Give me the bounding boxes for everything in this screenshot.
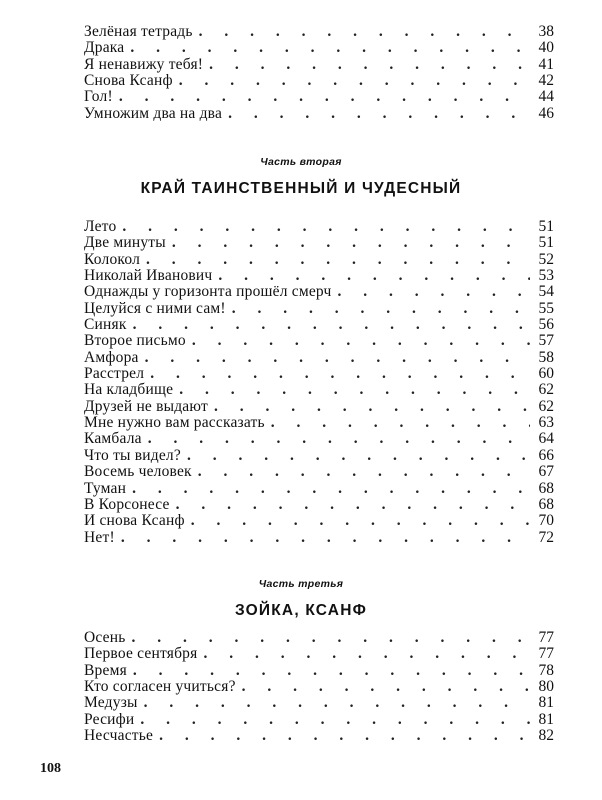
toc-entry-title: Медузы [84, 694, 138, 712]
toc-entry-page: 67 [538, 463, 554, 481]
toc-entry[interactable] [84, 284, 554, 300]
toc-entry-title: Что ты видел? [84, 446, 181, 464]
toc-entry[interactable] [84, 106, 554, 122]
toc-entry-page: 64 [538, 430, 554, 448]
toc-entry[interactable] [84, 268, 554, 284]
dot-leader [146, 252, 530, 268]
dot-leader [271, 415, 530, 431]
toc-entry-page: 60 [538, 365, 554, 383]
toc-entry-title: И снова Ксанф [84, 512, 185, 530]
dot-leader [133, 317, 530, 333]
toc-entry-title: Ресифи [84, 710, 135, 728]
toc-entry[interactable] [84, 630, 554, 646]
dot-leader [191, 513, 530, 529]
toc-entry[interactable] [84, 399, 554, 415]
toc-entry-title: Время [84, 661, 127, 679]
toc-entry[interactable] [84, 219, 554, 235]
toc-entry-page: 51 [538, 218, 554, 235]
toc-entry[interactable] [84, 728, 554, 744]
page-number: 108 [40, 761, 61, 776]
toc-entry-page: 72 [538, 528, 554, 546]
toc-entry-page: 46 [538, 104, 554, 122]
toc-entry-title: Зелёная тетрадь [84, 23, 193, 40]
toc-entry-page: 62 [538, 381, 554, 399]
toc-entry-page: 63 [538, 414, 554, 432]
dot-leader [242, 679, 530, 695]
toc-list-part-three [84, 630, 554, 744]
part-three-label: Часть третья [258, 578, 344, 590]
toc-entry-title: Целуйся с ними сам! [84, 299, 226, 317]
toc-entry-page: 70 [538, 512, 554, 530]
toc-entry[interactable] [84, 464, 554, 480]
toc-entry-page: 57 [538, 332, 554, 350]
dot-leader [148, 431, 530, 447]
toc-entry[interactable] [84, 89, 554, 105]
dot-leader [187, 448, 530, 464]
dot-leader [145, 350, 530, 366]
toc-entry-title: Осень [84, 629, 126, 646]
dot-leader [150, 366, 530, 382]
toc-entry-page: 42 [538, 72, 554, 90]
toc-entry[interactable] [84, 317, 554, 333]
toc-entry[interactable] [84, 24, 554, 40]
dot-leader [132, 630, 530, 646]
toc-entry-title: Синяк [84, 316, 127, 334]
dot-leader [140, 712, 530, 728]
toc-entry-title: Первое сентября [84, 645, 198, 663]
toc-entry-page: 62 [538, 397, 554, 415]
toc-entry-page: 82 [538, 727, 554, 745]
toc-entry[interactable] [84, 448, 554, 464]
toc-entry-title: Туман [84, 479, 127, 497]
toc-entry[interactable] [84, 73, 554, 89]
toc-entry-title: Две минуты [84, 234, 166, 252]
toc-entry-title: Камбала [84, 430, 142, 448]
toc-entry-title: Амфора [84, 348, 139, 366]
toc-entry[interactable] [84, 40, 554, 56]
dot-leader [214, 399, 530, 415]
toc-entry-page: 38 [538, 23, 554, 40]
toc-entry-title: На кладбище [84, 381, 174, 399]
toc-entry[interactable] [84, 382, 554, 398]
dot-leader [119, 89, 530, 105]
toc-entry-page: 41 [538, 55, 554, 73]
dot-leader [192, 333, 530, 349]
toc-entry[interactable] [84, 350, 554, 366]
part-two-title: КРАЙ ТАИНСТВЕННЫЙ И ЧУДЕСНЫЙ [140, 180, 462, 197]
toc-entry-title: Мне нужно вам рассказать [84, 414, 265, 432]
dot-leader [159, 728, 530, 744]
toc-entry-title: Снова Ксанф [84, 72, 173, 90]
toc-entry[interactable] [84, 57, 554, 73]
dot-leader [121, 530, 530, 546]
dot-leader [176, 497, 530, 513]
toc-entry-title: Николай Иванович [84, 267, 213, 285]
toc-entry-title: Кто согласен учиться? [84, 678, 236, 696]
toc-entry-page: 56 [538, 316, 554, 334]
toc-entry-title: Умножим два на два [84, 104, 223, 122]
dot-leader [199, 24, 530, 40]
toc-entry-title: Нет! [84, 528, 115, 546]
toc-entry[interactable] [84, 513, 554, 529]
toc-entry[interactable] [84, 530, 554, 546]
toc-entry-title: Однажды у горизонта прошёл смерч [84, 283, 332, 301]
toc-entry[interactable] [84, 679, 554, 695]
dot-leader [232, 301, 530, 317]
toc-entry-page: 51 [538, 234, 554, 252]
toc-entry-page: 77 [538, 645, 554, 663]
toc-entry[interactable] [84, 366, 554, 382]
toc-entry[interactable] [84, 481, 554, 497]
toc-entry-page: 81 [538, 694, 554, 712]
toc-entry[interactable] [84, 415, 554, 431]
toc-entry-title: Второе письмо [84, 332, 186, 350]
toc-entry-title: Гол! [84, 88, 113, 106]
toc-entry[interactable] [84, 301, 554, 317]
toc-entry[interactable] [84, 663, 554, 679]
toc-entry[interactable] [84, 497, 554, 513]
toc-entry-title: Колокол [84, 250, 141, 268]
dot-leader [172, 235, 530, 251]
toc-list-top [84, 24, 554, 122]
toc-entry-page: 55 [538, 299, 554, 317]
toc-entry-page: 44 [538, 88, 554, 106]
toc-entry-page: 78 [538, 661, 554, 679]
toc-entry-page: 66 [538, 446, 554, 464]
dot-leader [203, 646, 530, 662]
toc-entry-page: 81 [538, 710, 554, 728]
dot-leader [179, 73, 530, 89]
toc-entry-title: Несчастье [84, 727, 154, 745]
part-two-label: Часть вторая [260, 156, 342, 168]
part-three-title: ЗОЙКА, КСАНФ [234, 602, 368, 619]
toc-entry-title: Драка [84, 39, 125, 57]
toc-entry-page: 53 [538, 267, 554, 285]
toc-entry-page: 40 [538, 39, 554, 57]
toc-entry-page: 58 [538, 348, 554, 366]
dot-leader [133, 663, 530, 679]
toc-entry-page: 54 [538, 283, 554, 301]
dot-leader [209, 57, 530, 73]
dot-leader [132, 481, 530, 497]
toc-entry-page: 68 [538, 479, 554, 497]
dot-leader [179, 382, 530, 398]
toc-entry-title: Я ненавижу тебя! [84, 55, 204, 73]
toc-entry-title: Лето [84, 218, 117, 235]
toc-entry-title: Друзей не выдают [84, 397, 208, 415]
dot-leader [122, 219, 530, 235]
toc-list-part-two [84, 219, 554, 546]
toc-entry-page: 68 [538, 495, 554, 513]
dot-leader [144, 695, 530, 711]
dot-leader [218, 268, 530, 284]
toc-entry[interactable] [84, 431, 554, 447]
toc-entry-page: 80 [538, 678, 554, 696]
dot-leader [228, 106, 530, 122]
toc-entry[interactable] [84, 695, 554, 711]
toc-entry-page: 77 [538, 629, 554, 646]
dot-leader [198, 464, 530, 480]
dot-leader [130, 40, 530, 56]
toc-entry[interactable] [84, 712, 554, 728]
toc-entry-title: Восемь человек [84, 463, 192, 481]
toc-entry[interactable] [84, 235, 554, 251]
dot-leader [337, 284, 530, 300]
toc-entry-page: 52 [538, 250, 554, 268]
toc-entry-title: Расстрел [84, 365, 145, 383]
toc-entry[interactable] [84, 646, 554, 662]
toc-entry-title: В Корсонесе [84, 495, 170, 513]
toc-entry[interactable] [84, 252, 554, 268]
toc-entry[interactable] [84, 333, 554, 349]
